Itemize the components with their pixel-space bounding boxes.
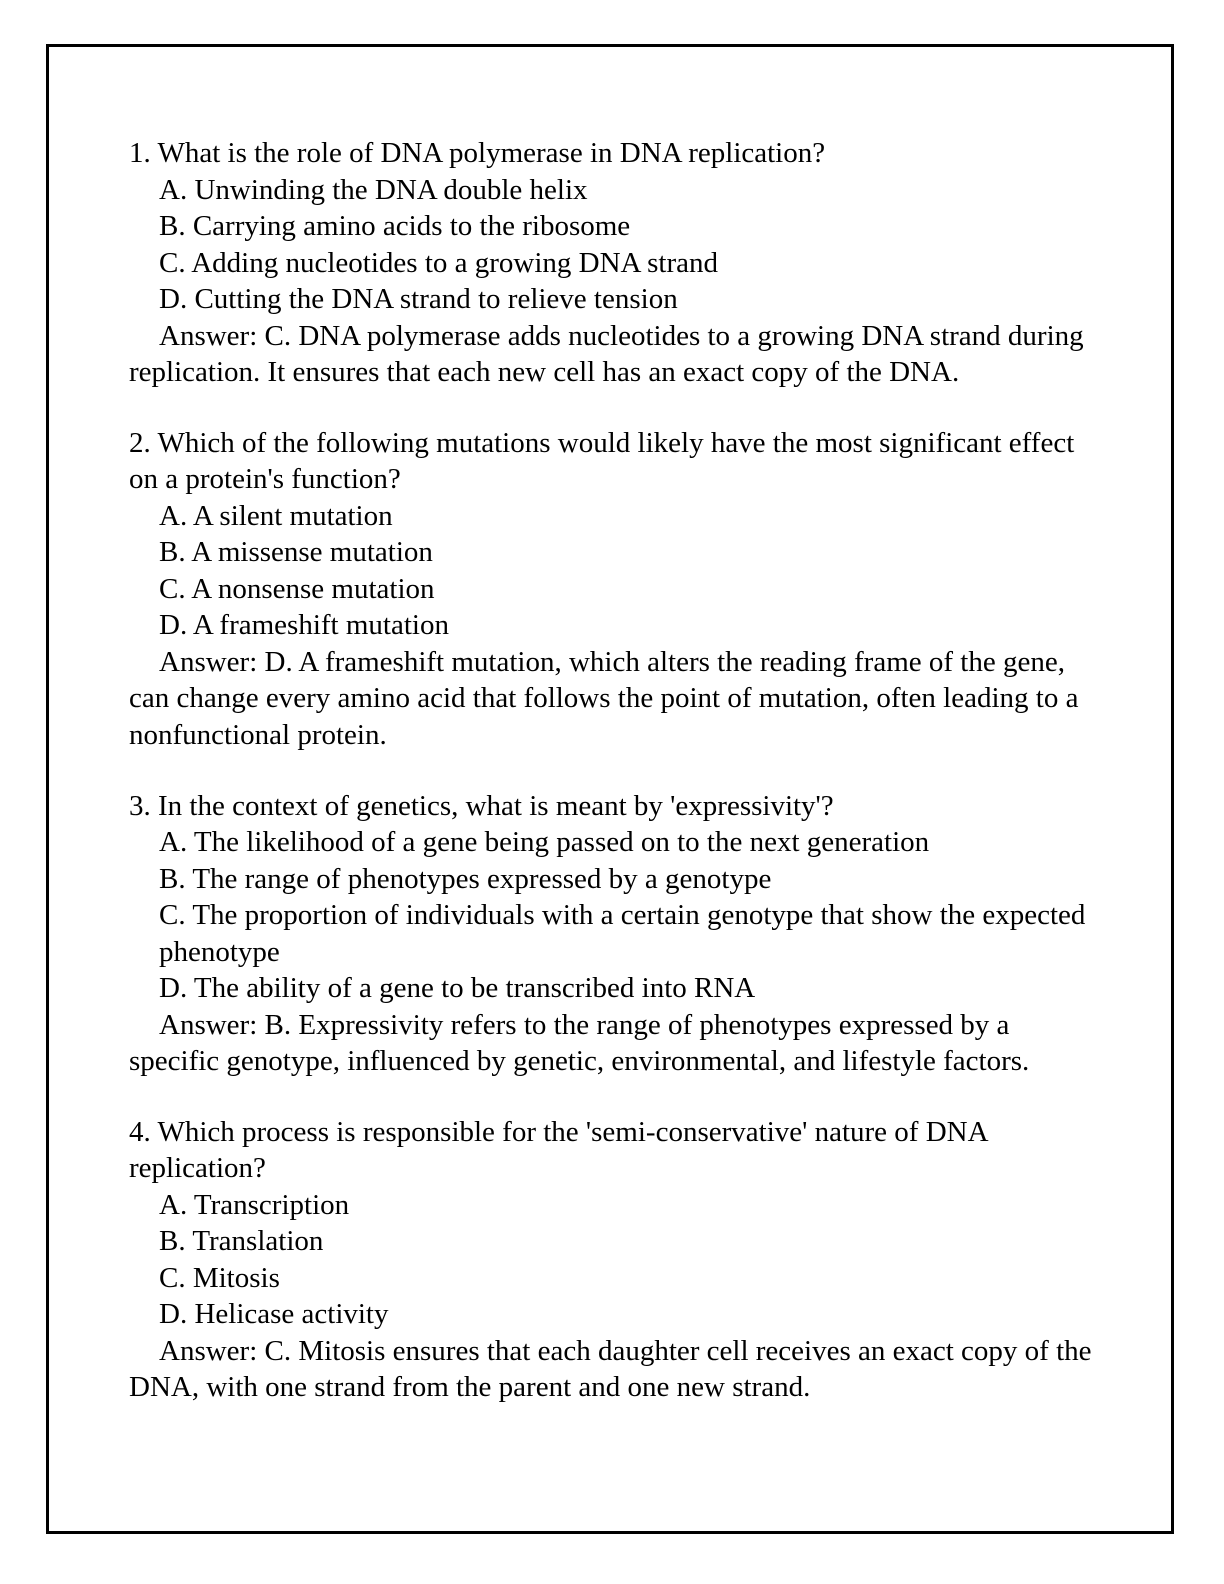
question-answer: Answer: B. Expressivity refers to the range of phenotypes expressed by a specific genotype, influenced by genetic, environmental, and lifestyle factors. <box>129 1008 1030 1078</box>
document-content <box>49 47 1171 1406</box>
question-answer: Answer: D. A frameshift mutation, which alters the reading frame of the gene, can change every amino acid that follows the point of mutation, often leading to a nonfunctional protein. <box>129 645 1079 751</box>
question-option: B. A missense mutation <box>159 536 433 569</box>
question-prompt: 4. Which process is responsible for the 'semi-conservative' nature of DNA replication? <box>129 1115 987 1185</box>
question-block <box>129 788 1103 1080</box>
question-prompt: 2. Which of the following mutations would likely have the most significant effect on a protein's function? <box>129 426 1075 496</box>
question-block <box>129 1114 1103 1406</box>
question-option: C. The proportion of individuals with a certain genotype that show the expected phenotype <box>159 899 1086 968</box>
question-option: A. Transcription <box>159 1188 350 1221</box>
question-option: B. Translation <box>159 1225 324 1258</box>
question-option: D. Helicase activity <box>159 1298 389 1331</box>
question-option: C. Mitosis <box>159 1261 280 1294</box>
question-prompt: 1. What is the role of DNA polymerase in DNA replication? <box>129 137 826 169</box>
question-answer: Answer: C. Mitosis ensures that each daughter cell receives an exact copy of the DNA, with one strand from the parent and one new strand. <box>129 1334 1092 1404</box>
question-option: A. Unwinding the DNA double helix <box>159 173 588 206</box>
question-option: D. A frameshift mutation <box>159 609 449 642</box>
question-option: B. Carrying amino acids to the ribosome <box>159 210 631 243</box>
question-option: A. The likelihood of a gene being passed on to the next generation <box>159 826 930 859</box>
question-prompt: 3. In the context of genetics, what is meant by 'expressivity'? <box>129 789 834 822</box>
question-option: A. A silent mutation <box>159 499 393 532</box>
question-block <box>129 135 1103 391</box>
question-option: D. The ability of a gene to be transcribed into RNA <box>159 972 756 1005</box>
question-option: D. Cutting the DNA strand to relieve tension <box>159 283 678 316</box>
question-option: C. A nonsense mutation <box>159 572 435 605</box>
question-answer: Answer: C. DNA polymerase adds nucleotides to a growing DNA strand during replication. It ensures that each new cell has an exact copy of the DNA. <box>129 319 1084 389</box>
question-option: B. The range of phenotypes expressed by a genotype <box>159 862 772 895</box>
question-option: C. Adding nucleotides to a growing DNA strand <box>159 246 719 279</box>
question-block <box>129 425 1103 754</box>
document-page <box>46 44 1174 1534</box>
